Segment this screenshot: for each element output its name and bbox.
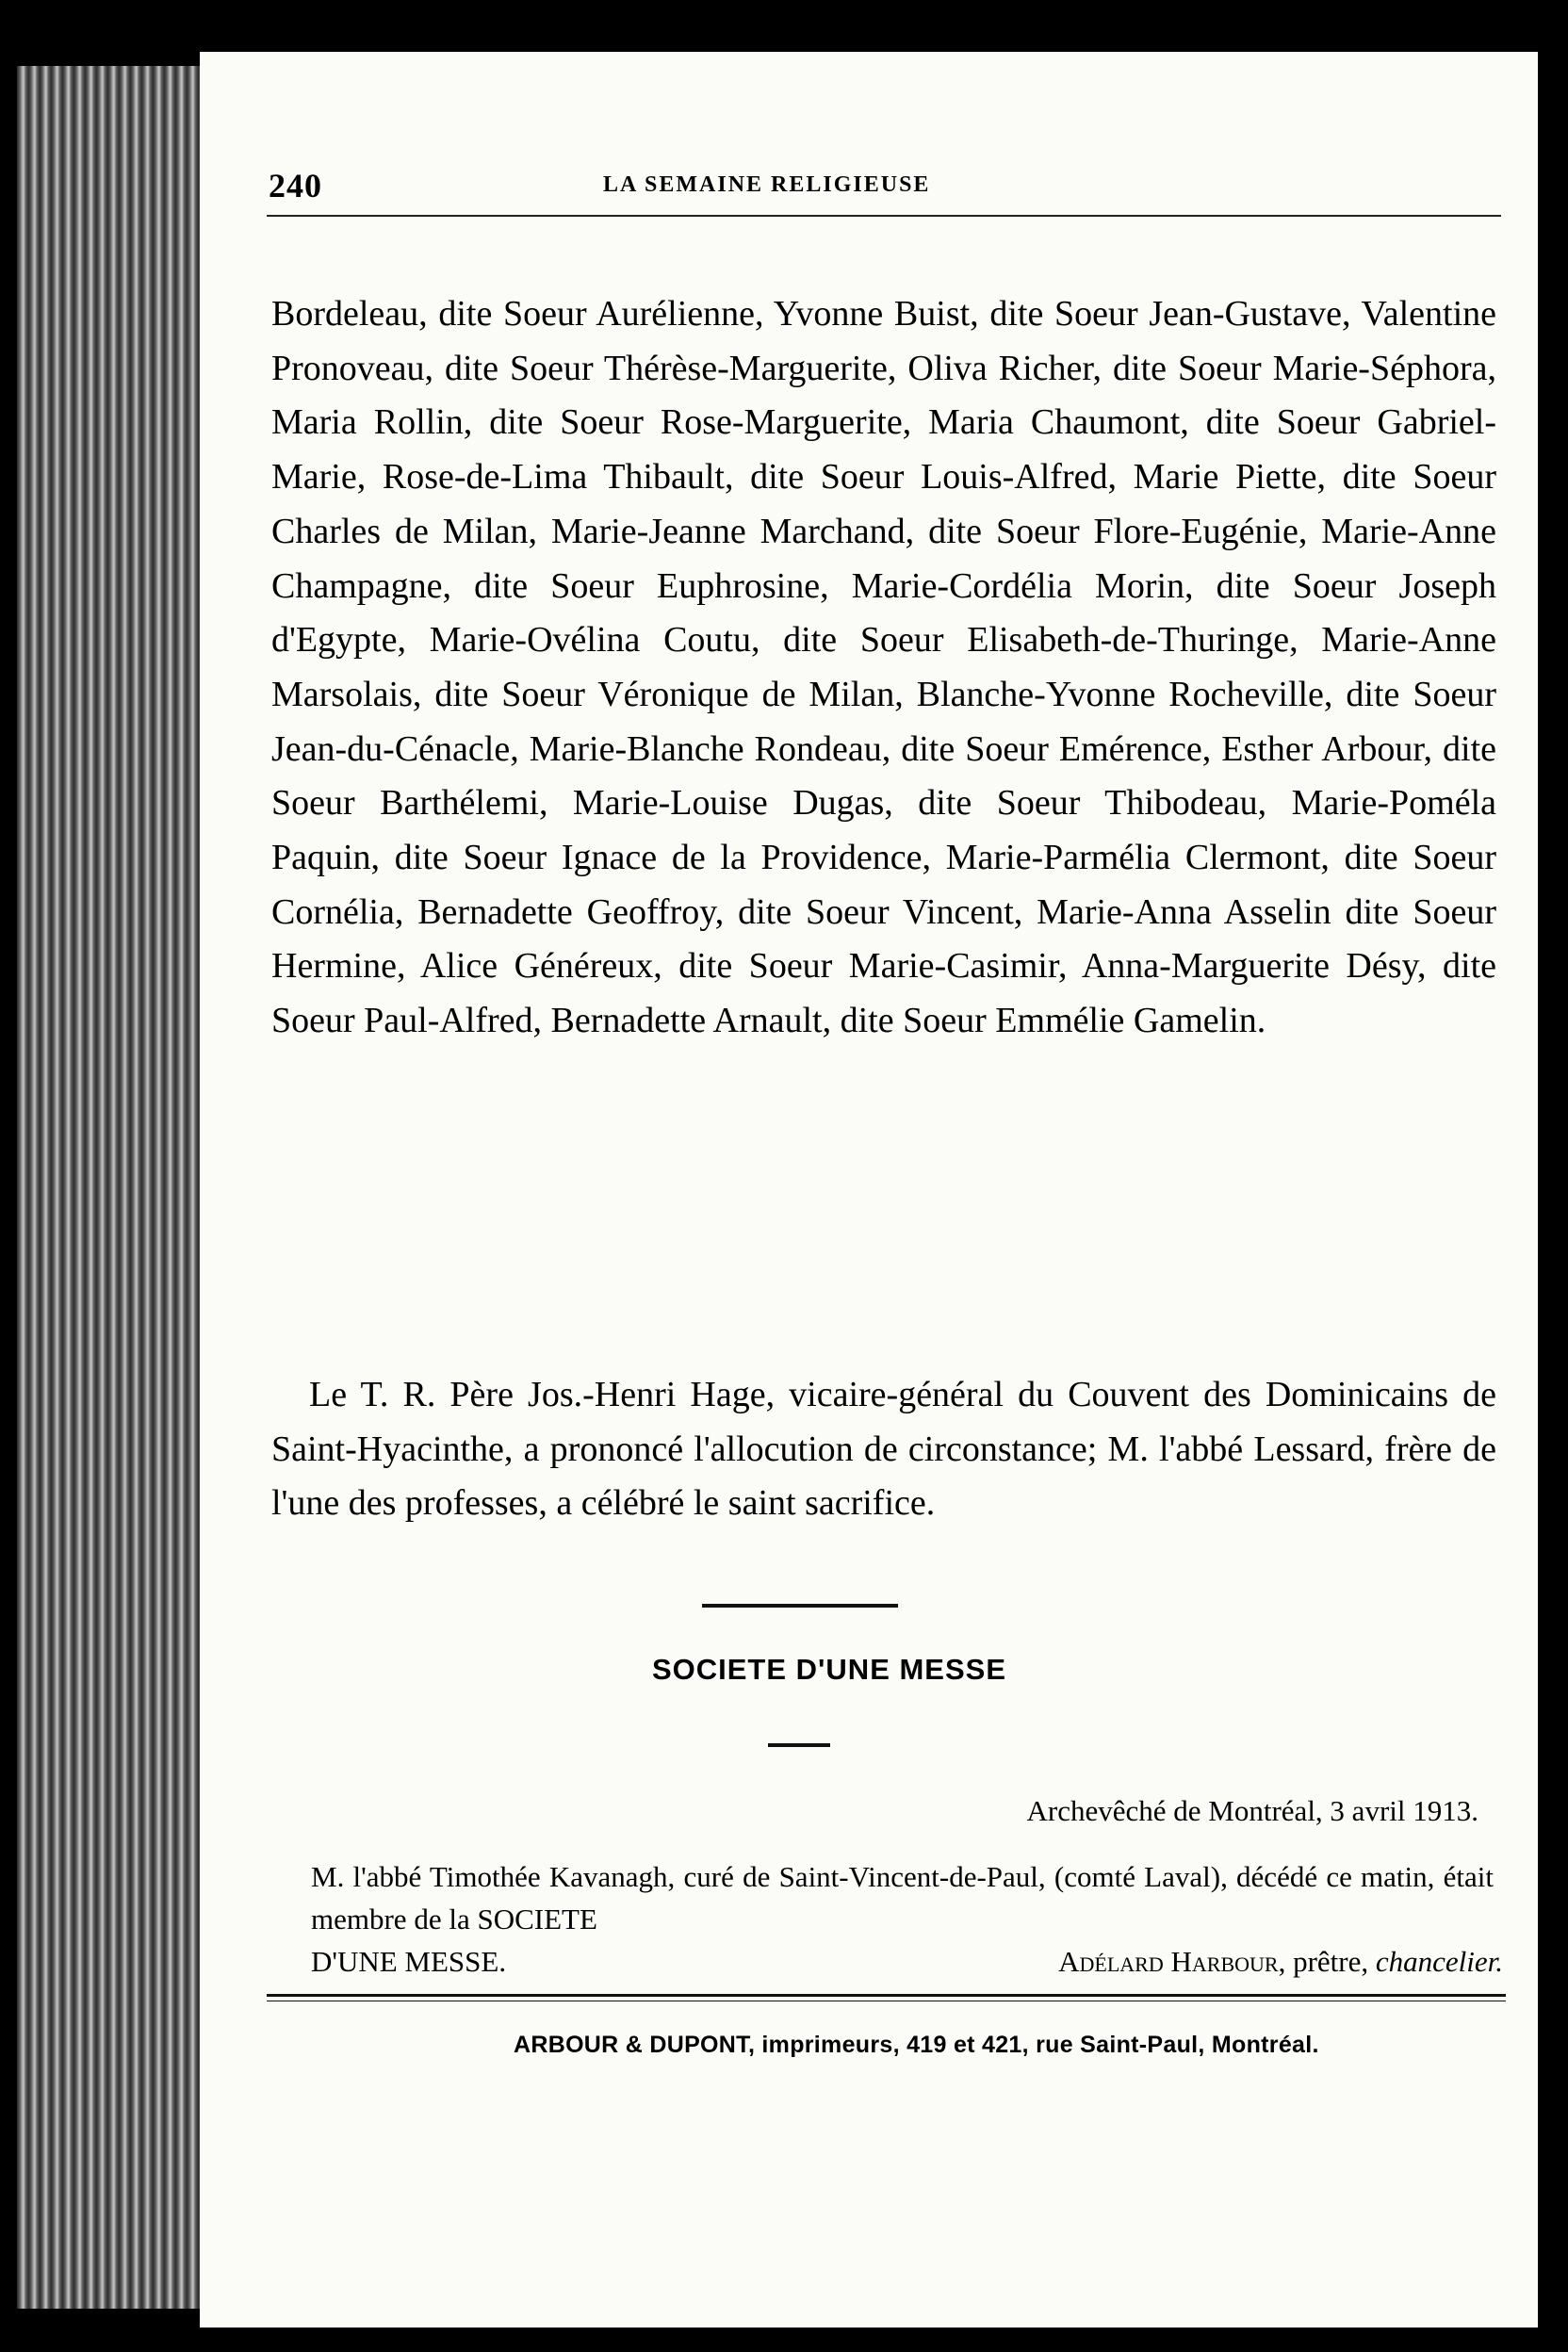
dateline: Archevêché de Montréal, 3 avril 1913. [1026, 1794, 1478, 1827]
body-paragraph-names: Bordeleau, dite Soeur Aurélienne, Yvonne Buist, dite Soeur Jean-Gustave, Valentine Pronoveau, dite Soeur Thérèse-Marguerite, Oliva Richer, dite Soeur Marie-Séphora, Maria Rollin, dite Soeur Rose-Marguerite, Maria Chaumont, dite Soeur Gabriel-Marie, Rose-de-Lima Thibault, dite Soeur Louis-Alfred, Marie Piette, dite Soeur Charles de Milan, Marie-Jeanne Marchand, dite Soeur Flore-Eugénie, Marie-Anne Champagne, dite Soeur Euphrosine, Marie-Cordélia Morin, dite Soeur Joseph d'Egypte, Marie-Ovélina Coutu, dite Soeur Elisabeth-de-Thuringe, Marie-Anne Marsolais, dite Soeur Véronique de Milan, Blanche-Yvonne Rocheville, dite Soeur Jean-du-Cénacle, Marie-Blanche Rondeau, dite Soeur Emérence, Esther Arbour, dite Soeur Barthélemi, Marie-Louise Dugas, dite Soeur Thibodeau, Marie-Poméla Paquin, dite Soeur Ignace de la Providence, Marie-Parmélia Clermont, dite Soeur Cornélia, Bernadette Geoffroy, dite Soeur Vincent, Marie-Anna Asselin dite Soeur Hermine, Alice Généreux, dite Soeur Marie-Casimir, Anna-Marguerite Désy, dite Soeur Paul-Alfred, Bernadette Arnault, dite Soeur Emmélie Gamelin. [271, 294, 1496, 1041]
section-title: SOCIETE D'UNE MESSE [651, 1653, 1007, 1686]
running-head: LA SEMAINE RELIGIEUSE [603, 172, 931, 197]
signature-title: , prêtre, [1278, 1945, 1376, 1978]
signature-line [311, 1940, 1503, 1983]
section-divider-short [768, 1743, 830, 1747]
signature-role: chancelier. [1375, 1945, 1503, 1978]
signature-name: Adélard Harbour [1058, 1945, 1279, 1978]
page-number: 240 [269, 167, 322, 204]
printer-imprint: ARBOUR & DUPONT, imprimeurs, 419 et 421, rue Saint-Paul, Montréal. [514, 2032, 1319, 2058]
section-divider-long [702, 1604, 898, 1608]
footer-rule-thick [267, 1994, 1506, 1997]
death-notice-end: D'UNE MESSE. [311, 1945, 507, 1978]
death-notice: M. l'abbé Timothée Kavanagh, curé de Saint-Vincent-de-Paul, (comté Laval), décédé ce matin, était membre de la SOCIETE [311, 1860, 1494, 1936]
header-rule [267, 215, 1501, 217]
signature [1058, 1940, 1503, 1983]
body-paragraph-ceremony: Le T. R. Père Jos.-Henri Hage, vicaire-général du Couvent des Dominicains de Saint-Hyacinthe, a prononcé l'allocution de circonstance; M. l'abbé Lessard, frère de l'une des professes, a célébré le saint sacrifice. [271, 1375, 1496, 1524]
book-page-edges [17, 66, 205, 2309]
